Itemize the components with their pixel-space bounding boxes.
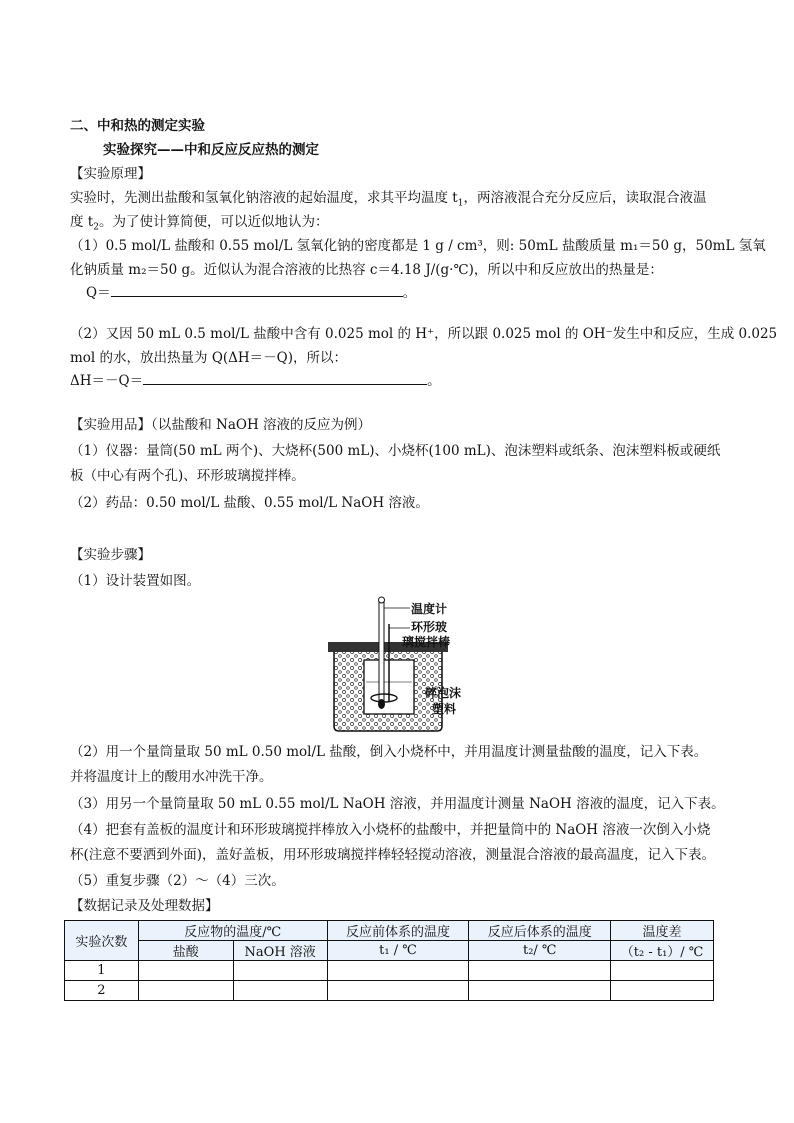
- header-diff: 温度差: [611, 921, 714, 941]
- step-2b: 并将温度计上的酸用水冲洗干净。: [70, 769, 273, 785]
- trial-number: 1: [65, 961, 139, 981]
- principle-line-1-sub: 1: [457, 198, 464, 209]
- label-foam-1: 碎泡沫: [425, 686, 462, 700]
- cell-before[interactable]: [327, 961, 469, 981]
- step-4a: （4）把套有盖板的温度计和环形玻璃搅拌棒放入小烧杯的盐酸中，并把量筒中的 NaOH 溶液一次倒入小烧: [70, 822, 711, 838]
- principle-line-2-b: 。为了使计算简便，可以近似地认为：: [98, 214, 329, 230]
- header-naoh: NaOH 溶液: [233, 941, 327, 961]
- q-answer-line: [86, 282, 416, 303]
- q-label: Q＝: [86, 285, 111, 301]
- principle-line-1-b: ，两溶液混合充分反应后，读取混合液温: [463, 190, 707, 206]
- principle-line-5: （2）又因 50 mL 0.5 mol/L 盐酸中含有 0.025 mol 的 H⁺，所以跟 0.025 mol 的 OH⁻发生中和反应，生成 0.025: [70, 326, 778, 342]
- principle-line-2-sub: 2: [93, 222, 99, 233]
- principle-line-4: 化钠质量 m₂＝50 g。近似认为混合溶液的比热容 c＝4.18 J/(g·℃)，所以中和反应放出的热量是：: [70, 262, 663, 278]
- steps-heading: 【实验步骤】: [70, 547, 151, 563]
- table-header-row-2: [65, 941, 714, 961]
- header-before: 反应前体系的温度: [327, 921, 469, 941]
- subtitle: 实验探究——中和反应反应热的测定: [103, 142, 319, 158]
- header-trial: 实验次数: [65, 921, 139, 961]
- step-5: （5）重复步骤（2）～（4）三次。: [70, 873, 285, 889]
- trial-number: 2: [65, 981, 139, 1001]
- principle-line-2: [70, 212, 328, 238]
- label-stirrer-1: 环形玻: [411, 620, 448, 634]
- section-title: 二、中和热的测定实验: [70, 118, 205, 134]
- step-4b: 杯(注意不要洒到外面)，盖好盖板，用环形玻璃搅拌棒轻轻搅动溶液，测量混合溶液的最高温度，记入下表。: [70, 847, 716, 863]
- materials-line-3: （2）药品：0.50 mol/L 盐酸、0.55 mol/L NaOH 溶液。: [70, 495, 429, 511]
- cell-after[interactable]: [469, 981, 611, 1001]
- label-thermometer: 温度计: [411, 602, 448, 616]
- principle-line-6: mol 的水，放出热量为 Q(ΔH＝－Q)，所以：: [70, 350, 348, 366]
- cell-diff[interactable]: [611, 961, 714, 981]
- principle-heading: 【实验原理】: [70, 166, 151, 182]
- data-table: [64, 920, 714, 1001]
- principle-line-2-a: 度 t: [70, 214, 94, 230]
- label-stirrer-2: 璃搅拌棒: [402, 635, 451, 649]
- principle-line-1: [70, 188, 706, 214]
- cell-before[interactable]: [327, 981, 469, 1001]
- header-after-unit: t₂/ ℃: [469, 941, 611, 961]
- header-diff-unit: （t₂ - t₁）/ ℃: [611, 941, 714, 961]
- step-2a: （2）用一个量筒量取 50 mL 0.50 mol/L 盐酸，倒入小烧杯中，并用温度计测量盐酸的温度，记入下表。: [70, 744, 708, 760]
- cell-naoh[interactable]: [233, 981, 327, 1001]
- cell-after[interactable]: [469, 961, 611, 981]
- materials-heading: 【实验用品】（以盐酸和 NaOH 溶液的反应为例）: [70, 417, 372, 433]
- materials-line-2: 板（中心有两个孔)、环形玻璃搅拌棒。: [70, 468, 305, 484]
- q-blank[interactable]: [111, 282, 403, 297]
- q-end: 。: [402, 285, 417, 301]
- materials-line-1: （1）仪器：量筒(50 mL 两个)、大烧杯(500 mL)、小烧杯(100 mL)、泡沫塑料或纸条、泡沫塑料板或硬纸: [70, 443, 721, 459]
- cell-naoh[interactable]: [233, 961, 327, 981]
- cell-diff[interactable]: [611, 981, 714, 1001]
- cell-hcl[interactable]: [138, 961, 233, 981]
- table-row: [65, 981, 714, 1001]
- header-after: 反应后体系的温度: [469, 921, 611, 941]
- principle-line-1-a: 实验时，先测出盐酸和氢氧化钠溶液的起始温度，求其平均温度 t: [70, 190, 458, 206]
- thermometer: [379, 600, 384, 704]
- principle-line-3: （1）0.5 mol/L 盐酸和 0.55 mol/L 氢氧化钠的密度都是 1 g / cm³，则: 50mL 盐酸质量 m₁＝50 g，50mL 氢氧: [70, 238, 766, 254]
- step-3: （3）用另一个量筒量取 50 mL 0.55 mol/L NaOH 溶液，并用温度计测量 NaOH 溶液的温度，记入下表。: [70, 796, 725, 812]
- cell-hcl[interactable]: [138, 981, 233, 1001]
- label-foam-2: 塑料: [432, 702, 457, 716]
- header-hcl: 盐酸: [138, 941, 233, 961]
- dh-end: 。: [427, 373, 441, 389]
- header-before-unit: t₁ / ℃: [327, 941, 469, 961]
- table-row: [65, 961, 714, 981]
- step-1: （1）设计装置如图。: [70, 573, 201, 589]
- dh-blank[interactable]: [143, 370, 427, 385]
- table-header-row-1: [65, 921, 714, 941]
- dh-answer-line: [70, 370, 441, 391]
- dh-label: ΔH＝－Q＝: [70, 373, 144, 389]
- data-heading: 【数据记录及处理数据】: [70, 898, 219, 914]
- header-reactant-temp: 反应物的温度/℃: [138, 921, 327, 941]
